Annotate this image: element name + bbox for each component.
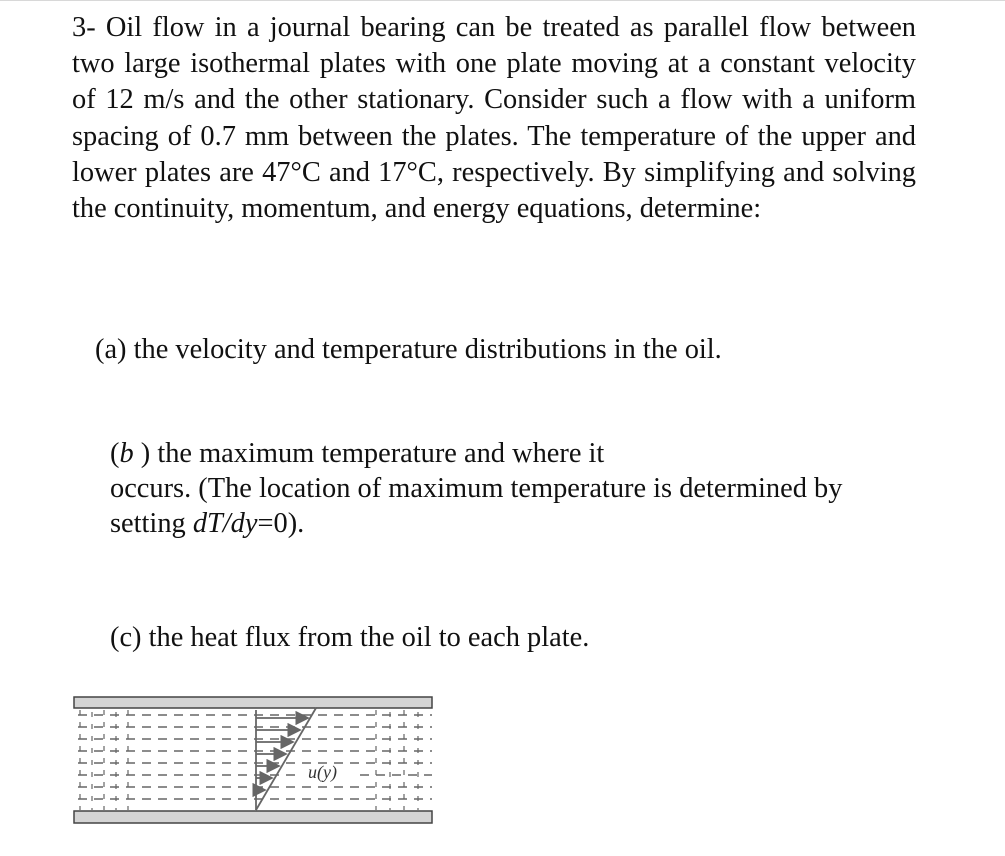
lower-plate — [74, 811, 432, 823]
part-b-line-2: occurs. (The location of maximum temperature is determined by — [110, 473, 843, 504]
problem-line: of 12 m/s and the other stationary. Consider such a flow with a uniform — [72, 84, 916, 116]
top-rule — [0, 0, 1005, 1]
upper-plate — [74, 697, 432, 708]
journal-bearing-figure — [70, 692, 436, 826]
part-b-open-paren: ( — [110, 438, 120, 469]
problem-line: spacing of 0.7 mm between the plates. The temperature of the upper — [72, 120, 866, 152]
problem-statement — [72, 10, 916, 227]
profile-envelope — [256, 708, 316, 810]
problem-line: two large isothermal plates with one plate moving at a constant velocity — [72, 48, 916, 80]
velocity-label: u(y) — [308, 762, 337, 782]
oil-layer-hatching — [78, 715, 432, 799]
part-b-text: ) the maximum temperature and where it — [133, 438, 605, 469]
part-a-question: (a) the velocity and temperature distributions in the oil. — [95, 334, 722, 365]
velocity-profile — [256, 708, 316, 810]
part-b-derivative: dT/dy — [192, 508, 258, 539]
problem-line: solving the continuity, momentum, and energy equations, determine: — [72, 156, 916, 225]
part-b-line-3 — [110, 506, 890, 541]
problem-line: 3- Oil flow in a journal bearing can be treated as parallel flow between — [72, 12, 916, 43]
part-b-setting: setting — [110, 508, 193, 539]
oil-layer-vertical-ticks — [80, 710, 418, 810]
problem-line: and lower plates are 47°C and 17°C, respectively. By simplifying and — [72, 120, 916, 188]
part-b-question — [110, 436, 890, 541]
part-b-letter: b — [119, 438, 134, 469]
part-b-line-1 — [110, 436, 890, 471]
part-b-equals: =0). — [257, 508, 305, 539]
part-c-question: (c) the heat flux from the oil to each plate. — [110, 622, 590, 653]
